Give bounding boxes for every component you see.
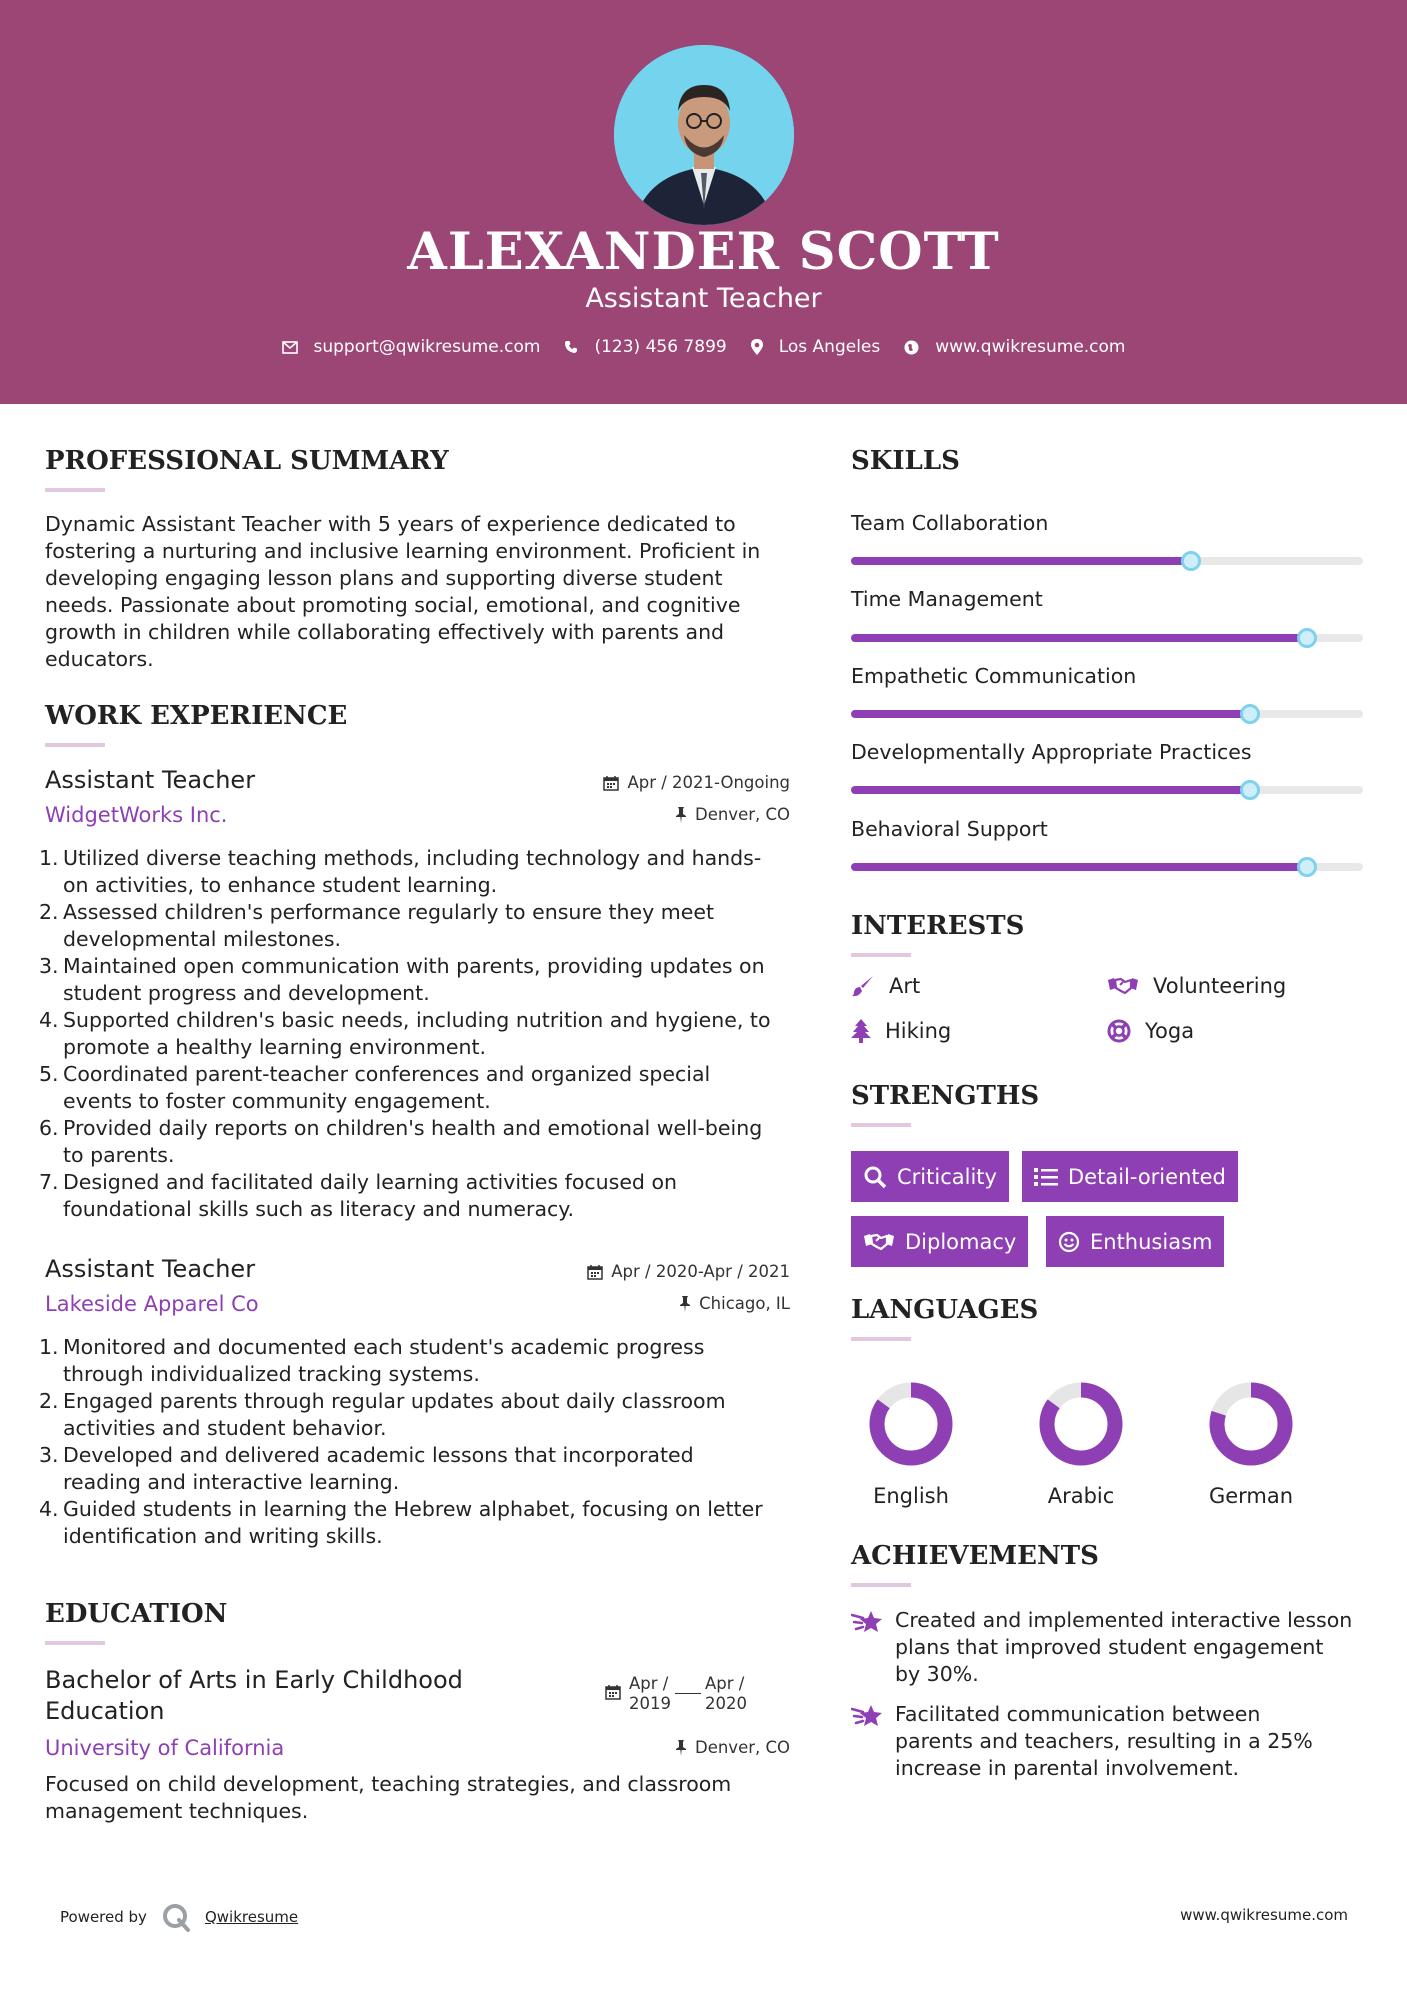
education-start-month: Apr / [629, 1674, 669, 1693]
achievement-text [895, 1607, 1352, 1688]
list-icon [1034, 1166, 1058, 1188]
experience-rule [45, 743, 105, 747]
calendar-icon [605, 1684, 621, 1700]
qwikresume-link[interactable]: Qwikresume [204, 1908, 299, 1926]
bullet-number: 4. [39, 1008, 59, 1032]
strengths-heading: STRENGTHS [851, 1081, 1040, 1111]
skill-bar [851, 634, 1363, 642]
education-location [675, 1738, 790, 1757]
contact-phone[interactable] [564, 337, 726, 357]
calendar-icon [603, 775, 619, 791]
handshake-icon [1107, 975, 1139, 997]
interest-item [1107, 974, 1286, 998]
degree-line: Education [45, 1697, 165, 1725]
degree-line: Bachelor of Arts in Early Childhood [45, 1666, 463, 1694]
contact-website[interactable] [904, 337, 1125, 357]
job-location [675, 805, 790, 824]
tree-icon [851, 1019, 871, 1043]
globe-icon [904, 340, 919, 355]
bullet-line: Provided daily reports on children's health and emotional well-being [63, 1116, 763, 1140]
bullet-number: 2. [39, 900, 59, 924]
skill-bar-knob [1297, 857, 1317, 877]
summary-line: Dynamic Assistant Teacher with 5 years of experience dedicated to [45, 512, 736, 536]
list-item [39, 1115, 795, 1169]
skill-bar-knob [1240, 704, 1260, 724]
calendar-icon [587, 1264, 603, 1280]
strength-label: Detail-oriented [1068, 1164, 1226, 1189]
pushpin-icon [679, 1296, 691, 1312]
summary-line: fostering a nurturing and inclusive learning environment. Proficient in [45, 539, 761, 563]
bullet-number: 3. [39, 954, 59, 978]
skill-label: Time Management [851, 587, 1043, 611]
achievement-line: parents and teachers, resulting in a 25% [895, 1729, 1313, 1753]
language-label: English [873, 1484, 949, 1508]
map-pin-icon [751, 339, 763, 355]
bullet-number: 1. [39, 1335, 59, 1359]
footer-powered-by [60, 1902, 298, 1932]
bullet-line: events to foster community engagement. [63, 1089, 491, 1113]
paintbrush-icon [851, 974, 875, 998]
job-location-text: Chicago, IL [699, 1294, 790, 1313]
skill-bar-fill [851, 786, 1250, 794]
achievement-line: increase in parental involvement. [895, 1756, 1240, 1780]
languages-heading: LANGUAGES [851, 1295, 1039, 1325]
bullet-line: on activities, to enhance student learning. [63, 873, 498, 897]
candidate-name: ALEXANDER SCOTT [407, 222, 1000, 282]
phone-icon [564, 340, 578, 354]
education-end-year: 2020 [705, 1694, 747, 1713]
bullet-line: Coordinated parent-teacher conferences and organized special [63, 1062, 711, 1086]
bullet-line: developmental milestones. [63, 927, 342, 951]
job-bullets [39, 845, 795, 1223]
education-end-month: Apr / [705, 1674, 745, 1693]
interests-rule [851, 953, 911, 957]
list-item [39, 1496, 795, 1550]
email-text: support@qwikresume.com [313, 337, 541, 357]
achievement-item [851, 1607, 1363, 1688]
skill-label: Behavioral Support [851, 817, 1048, 841]
skill-bar [851, 710, 1363, 718]
summary-line: educators. [45, 647, 154, 671]
education-start-year: 2019 [629, 1694, 671, 1713]
interest-label: Yoga [1145, 1019, 1195, 1043]
skill-bar [851, 557, 1363, 565]
phone-text: (123) 456 7899 [594, 337, 727, 357]
language-label: Arabic [1047, 1484, 1115, 1508]
bullet-line: Guided students in learning the Hebrew alphabet, focusing on letter [63, 1497, 763, 1521]
list-item [39, 953, 795, 1007]
list-item [39, 1442, 795, 1496]
achievement-line: Created and implemented interactive lesson [895, 1608, 1353, 1632]
bullet-line: through individualized tracking systems. [63, 1362, 480, 1386]
job-location-text: Denver, CO [694, 805, 790, 824]
bullet-line: student progress and development. [63, 981, 430, 1005]
bullet-line: reading and interactive learning. [63, 1470, 400, 1494]
bullet-line: Supported children's basic needs, including nutrition and hygiene, to [63, 1008, 771, 1032]
date-separator [675, 1674, 701, 1694]
language-label: German [1208, 1484, 1294, 1508]
language-ring [1021, 1374, 1141, 1478]
skill-label: Developmentally Appropriate Practices [851, 740, 1252, 764]
envelope-icon [282, 341, 298, 354]
pushpin-icon [675, 807, 687, 823]
bullet-number: 6. [39, 1116, 59, 1140]
contact-bar [0, 337, 1407, 357]
job-bullets [39, 1334, 795, 1550]
lifering-icon [1107, 1019, 1131, 1043]
interest-item [851, 1019, 951, 1043]
strength-tag [1022, 1151, 1238, 1202]
list-item [39, 1169, 795, 1223]
school-name: University of California [45, 1736, 285, 1760]
education-location-text: Denver, CO [694, 1738, 790, 1757]
strength-label: Enthusiasm [1090, 1229, 1213, 1254]
bullet-number: 1. [39, 846, 59, 870]
education-heading: EDUCATION [45, 1599, 228, 1629]
experience-heading: WORK EXPERIENCE [45, 701, 348, 731]
bullet-line: Designed and facilitated daily learning activities focused on [63, 1170, 677, 1194]
achievement-line: Facilitated communication between [895, 1702, 1261, 1726]
achievement-line: plans that improved student engagement [895, 1635, 1324, 1659]
strength-tag [1046, 1216, 1224, 1267]
footer-website[interactable]: www.qwikresume.com [1180, 1906, 1348, 1924]
skills-heading: SKILLS [851, 446, 960, 476]
language-ring [851, 1374, 971, 1478]
shooting-star-icon [851, 1703, 883, 1729]
job-dates [587, 1262, 790, 1281]
website-text: www.qwikresume.com [935, 337, 1126, 357]
education-start [629, 1674, 671, 1714]
resume-header [0, 0, 1407, 404]
skill-bar-knob [1240, 780, 1260, 800]
language-ring [1191, 1374, 1311, 1478]
summary-text [45, 511, 760, 673]
degree-title [45, 1665, 463, 1727]
education-dates [605, 1674, 747, 1714]
donut-chart [851, 1374, 971, 1474]
bullet-number: 7. [39, 1170, 59, 1194]
education-end [705, 1674, 747, 1714]
contact-email[interactable] [282, 337, 541, 357]
avatar-icon [614, 45, 794, 225]
shooting-star-icon [851, 1609, 883, 1635]
contact-location [751, 337, 881, 357]
education-desc-line: Focused on child development, teaching strategies, and classroom [45, 1772, 732, 1796]
list-item [39, 845, 795, 899]
smile-icon [1058, 1231, 1080, 1253]
location-text: Los Angeles [778, 337, 881, 357]
company-name: WidgetWorks Inc. [45, 803, 228, 827]
bullet-line: to parents. [63, 1143, 175, 1167]
qwikresume-logo-icon [161, 1902, 191, 1932]
achievement-item [851, 1701, 1363, 1782]
education-rule [45, 1641, 105, 1645]
bullet-line: Developed and delivered academic lessons that incorporated [63, 1443, 694, 1467]
list-item [39, 1007, 795, 1061]
summary-line: developing engaging lesson plans and supporting diverse student [45, 566, 723, 590]
bullet-line: promote a healthy learning environment. [63, 1035, 487, 1059]
skill-bar-fill [851, 863, 1307, 871]
achievement-line: by 30%. [895, 1662, 979, 1686]
job-title: Assistant Teacher [45, 1255, 256, 1283]
job-dates-text: Apr / 2021-Ongoing [627, 773, 790, 792]
skill-bar [851, 786, 1363, 794]
skill-bar [851, 863, 1363, 871]
strengths-rule [851, 1123, 911, 1127]
job-dates-text: Apr / 2020-Apr / 2021 [611, 1262, 790, 1281]
handshake-icon [863, 1231, 895, 1253]
job-location [679, 1294, 790, 1313]
strength-tag [851, 1216, 1028, 1267]
strength-tag [851, 1151, 1009, 1202]
summary-line: needs. Passionate about promoting social, emotional, and cognitive [45, 593, 741, 617]
achievement-text [895, 1701, 1313, 1782]
job-dates [603, 773, 790, 792]
interest-label: Hiking [885, 1019, 952, 1043]
interests-heading: INTERESTS [851, 911, 1025, 941]
donut-chart [1021, 1374, 1141, 1474]
bullet-number: 2. [39, 1389, 59, 1413]
profile-photo [614, 45, 794, 225]
skill-bar-knob [1297, 628, 1317, 648]
list-item [39, 899, 795, 953]
search-icon [863, 1165, 887, 1189]
bullet-line: activities and student behavior. [63, 1416, 387, 1440]
list-item [39, 1061, 795, 1115]
list-item [39, 1334, 795, 1388]
summary-line: growth in children while collaborating effectively with parents and [45, 620, 725, 644]
interest-item [1107, 1019, 1194, 1043]
donut-chart [1191, 1374, 1311, 1474]
skill-label: Team Collaboration [851, 511, 1049, 535]
education-description [45, 1771, 731, 1825]
skill-bar-fill [851, 557, 1191, 565]
summary-rule [45, 488, 105, 492]
bullet-line: Monitored and documented each student's academic progress [63, 1335, 705, 1359]
languages-rule [851, 1337, 911, 1341]
pushpin-icon [675, 1740, 687, 1756]
bullet-line: foundational skills such as literacy and numeracy. [63, 1197, 574, 1221]
achievements-rule [851, 1583, 911, 1587]
skill-bar-fill [851, 634, 1307, 642]
education-desc-line: management techniques. [45, 1799, 309, 1823]
interest-item [851, 974, 920, 998]
achievements-heading: ACHIEVEMENTS [851, 1541, 1099, 1571]
bullet-line: Utilized diverse teaching methods, including technology and hands- [63, 846, 762, 870]
interest-label: Art [889, 974, 921, 998]
job-title: Assistant Teacher [45, 766, 256, 794]
bullet-line: Maintained open communication with parents, providing updates on [63, 954, 765, 978]
bullet-number: 3. [39, 1443, 59, 1467]
candidate-title: Assistant Teacher [585, 283, 822, 314]
bullet-line: Engaged parents through regular updates about daily classroom [63, 1389, 726, 1413]
bullet-line: Assessed children's performance regularly to ensure they meet [63, 900, 715, 924]
bullet-number: 5. [39, 1062, 59, 1086]
interest-label: Volunteering [1153, 974, 1287, 998]
strength-label: Diplomacy [905, 1229, 1017, 1254]
list-item [39, 1388, 795, 1442]
strength-label: Criticality [897, 1164, 997, 1189]
skill-bar-knob [1181, 551, 1201, 571]
powered-by-text: Powered by [60, 1908, 147, 1926]
skill-bar-fill [851, 710, 1250, 718]
summary-heading: PROFESSIONAL SUMMARY [45, 446, 449, 476]
skill-label: Empathetic Communication [851, 664, 1137, 688]
bullet-line: identification and writing skills. [63, 1524, 383, 1548]
company-name: Lakeside Apparel Co [45, 1292, 259, 1316]
bullet-number: 4. [39, 1497, 59, 1521]
